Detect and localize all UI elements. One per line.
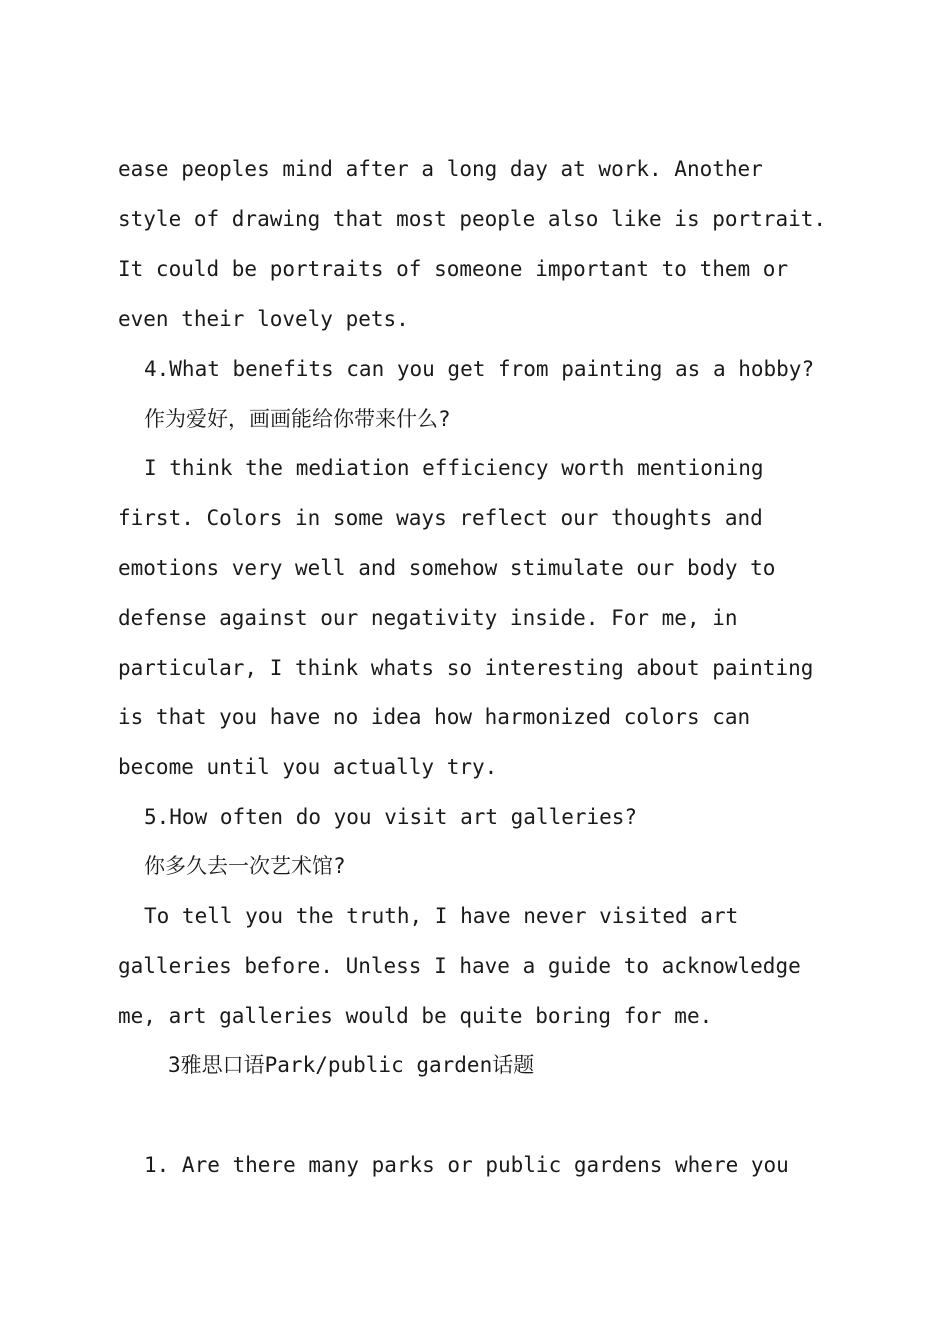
answer-5-line: galleries before. Unless I have a guide to acknowledge (118, 954, 801, 978)
answer-4-line: first. Colors in some ways reflect our thoughts and (118, 506, 763, 530)
paragraph-line: It could be portraits of someone important to them or (118, 257, 789, 281)
question-5: 5.How often do you visit art galleries? (144, 805, 638, 829)
answer-4-line: I think the mediation efficiency worth mentioning (144, 456, 764, 480)
paragraph-line: style of drawing that most people also like is portrait. (118, 207, 827, 231)
answer-4-line: defense against our negativity inside. For me, in (118, 606, 738, 630)
question-1: 1. Are there many parks or public gardens where you (144, 1153, 789, 1177)
paragraph-line: ease peoples mind after a long day at work. Another (118, 157, 763, 181)
answer-4-line: particular, I think whats so interesting about painting (118, 656, 814, 680)
section-heading: 3雅思口语Park/public garden话题 (168, 1053, 535, 1077)
paragraph-line: even their lovely pets. (118, 307, 409, 331)
answer-5-line: me, art galleries would be quite boring for me. (118, 1004, 713, 1028)
answer-4-line: become until you actually try. (118, 755, 498, 779)
answer-4-line: is that you have no idea how harmonized colors can (118, 705, 751, 729)
question-5-chinese: 你多久去一次艺术馆? (144, 854, 346, 878)
question-4: 4.What benefits can you get from painting as a hobby? (144, 357, 815, 381)
answer-5-line: To tell you the truth, I have never visited art (144, 904, 739, 928)
question-4-chinese: 作为爱好，画画能给你带来什么? (144, 407, 451, 431)
answer-4-line: emotions very well and somehow stimulate our body to (118, 556, 776, 580)
